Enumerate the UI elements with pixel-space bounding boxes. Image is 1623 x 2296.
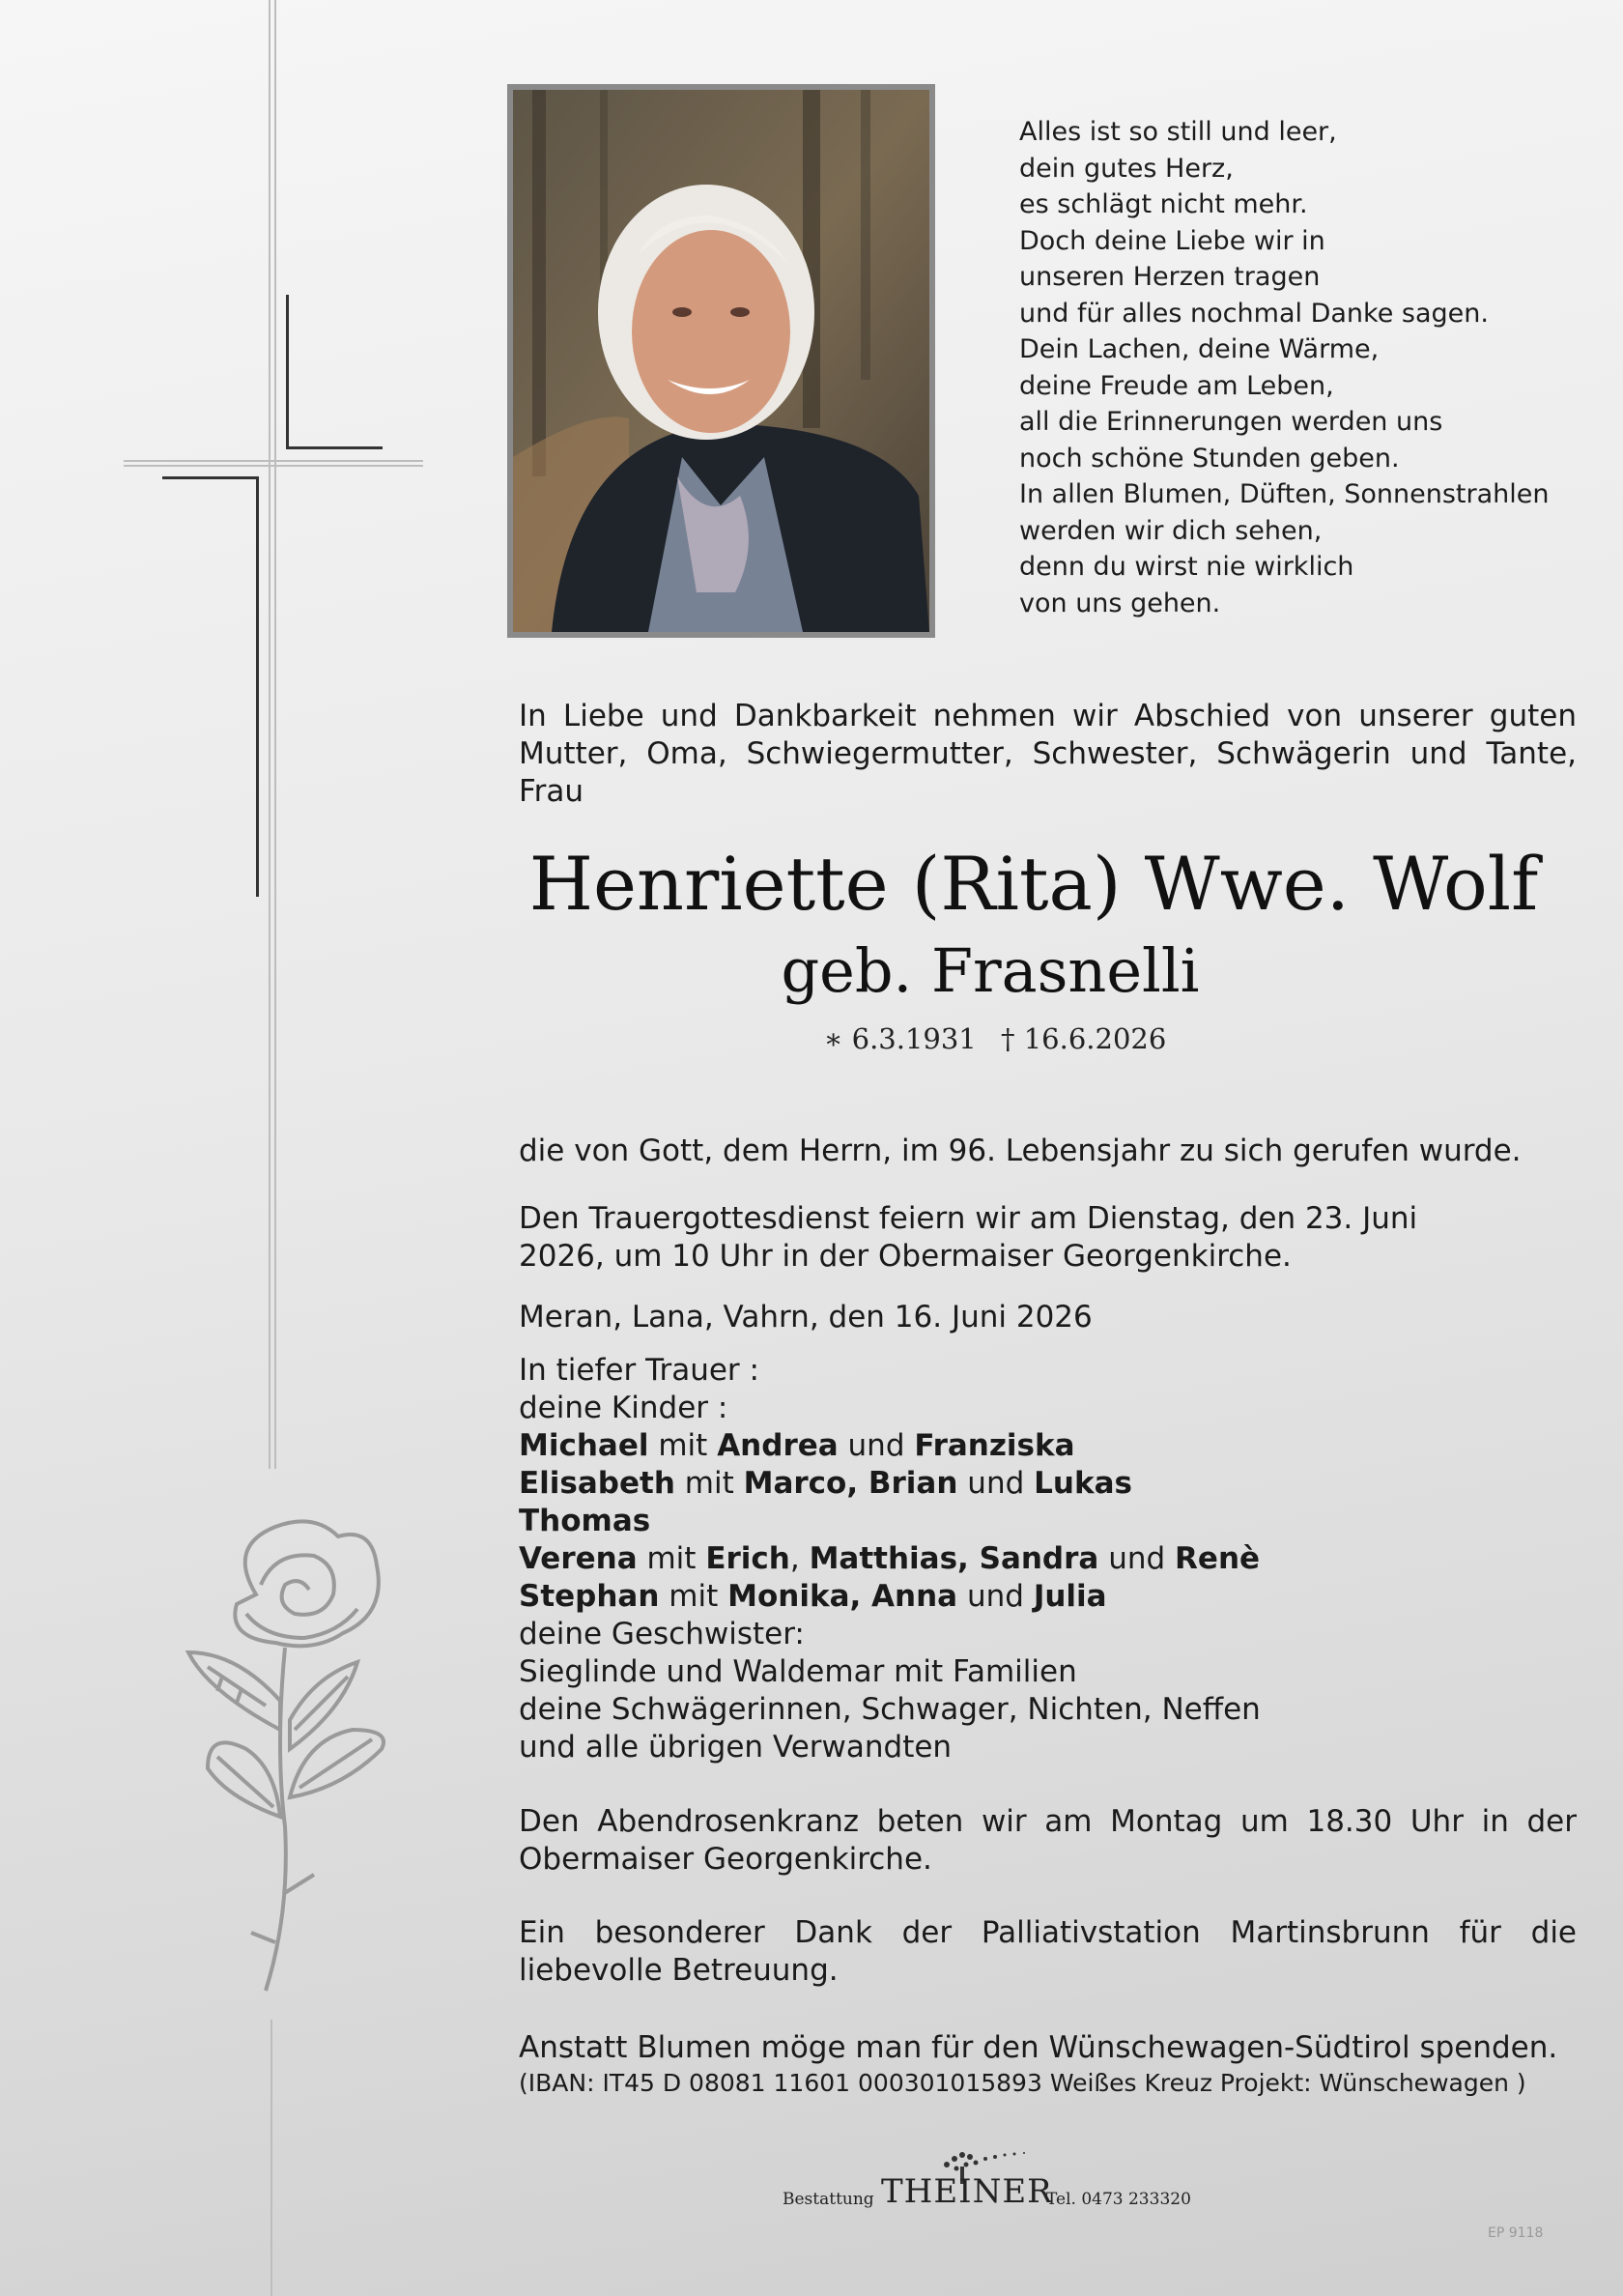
footer-phone: Tel. 0473 233320 — [1046, 2190, 1191, 2209]
iban-text: (IBAN: IT45 D 08081 11601 000301015893 Weißes Kreuz Projekt: Wünschewagen ) — [519, 2069, 1526, 2097]
child-row-michael: Michael mit Andrea und Franziska — [519, 1428, 1075, 1463]
poem-line: deine Freude am Leben, — [1019, 370, 1334, 401]
poem-line: unseren Herzen tragen — [1019, 262, 1321, 292]
poem — [1019, 114, 1580, 621]
document-code: EP 9118 — [1488, 2225, 1544, 2241]
poem-line: es schlägt nicht mehr. — [1019, 189, 1308, 219]
rose-icon — [169, 1507, 430, 2029]
mourners-list — [519, 1352, 1577, 1766]
child-row-stephan: Stephan mit Monika, Anna und Julia — [519, 1579, 1107, 1614]
poem-line: denn du wirst nie wirklich — [1019, 552, 1354, 582]
poem-line: von uns gehen. — [1019, 588, 1221, 618]
poem-line: Doch deine Liebe wir in — [1019, 225, 1325, 256]
child-row-elisabeth: Elisabeth mit Marco, Brian und Lukas — [519, 1466, 1132, 1501]
life-dates — [676, 1019, 1314, 1058]
birth-date: ∗ 6.3.1931 — [823, 1022, 977, 1055]
intro-text: In Liebe und Dankbarkeit nehmen wir Abschied von unserer guten Mutter, Oma, Schwiegermutter, Schwester, Schwägerin und Tante, Frau — [519, 699, 1577, 809]
rosary-text: Den Abendrosenkranz beten wir am Montag um 18.30 Uhr in der Obermaiser Georgenkirche. — [519, 1804, 1577, 1877]
thanks-text: Ein besonderer Dank der Palliativstation Martinsbrunn für die liebevolle Betreuung. — [519, 1915, 1577, 1988]
mourners-intro: In tiefer Trauer : — [519, 1353, 759, 1388]
child-row-verena: Verena mit Erich, Matthias, Sandra und Renè — [519, 1541, 1261, 1576]
relatives: und alle übrigen Verwandten — [519, 1730, 953, 1765]
footer-prefix: Bestattung — [783, 2190, 874, 2209]
poem-line: Dein Lachen, deine Wärme, — [1019, 334, 1380, 364]
child-row-thomas: Thomas — [519, 1504, 651, 1538]
portrait-photo — [507, 84, 935, 638]
inlaws: deine Schwägerinnen, Schwager, Nichten, Neffen — [519, 1692, 1261, 1727]
children-label: deine Kinder : — [519, 1391, 728, 1425]
poem-line: und für alles nochmal Danke sagen. — [1019, 298, 1489, 329]
poem-line: In allen Blumen, Düften, Sonnenstrahlen — [1019, 479, 1550, 509]
death-date: † 16.6.2026 — [1000, 1022, 1167, 1055]
poem-line: all die Erinnerungen werden uns — [1019, 407, 1443, 437]
deceased-name: Henriette (Rita) Wwe. Wolf — [528, 841, 1539, 927]
poem-line: Alles ist so still und leer, — [1019, 117, 1337, 147]
siblings: Sieglinde und Waldemar mit Familien — [519, 1654, 1077, 1689]
called-text: die von Gott, dem Herrn, im 96. Lebensjahr zu sich gerufen wurde. — [519, 1134, 1522, 1168]
maiden-name: geb. Frasnelli — [781, 935, 1200, 1006]
funeral-home-footer — [783, 2145, 1191, 2213]
poem-line: werden wir dich sehen, — [1019, 515, 1323, 546]
poem-line: noch schöne Stunden geben. — [1019, 443, 1400, 474]
donation-text: Anstatt Blumen möge man für den Wünschewagen-Südtirol spenden. — [519, 2030, 1558, 2065]
service-text: Den Trauergottesdienst feiern wir am Dienstag, den 23. Juni 2026, um 10 Uhr in der Obermaiser Georgenkirche. — [519, 1201, 1418, 1274]
footer-company: THEINER — [881, 2172, 1053, 2211]
poem-line: dein gutes Herz, — [1019, 153, 1234, 184]
siblings-label: deine Geschwister: — [519, 1617, 805, 1651]
place-date: Meran, Lana, Vahrn, den 16. Juni 2026 — [519, 1300, 1093, 1335]
